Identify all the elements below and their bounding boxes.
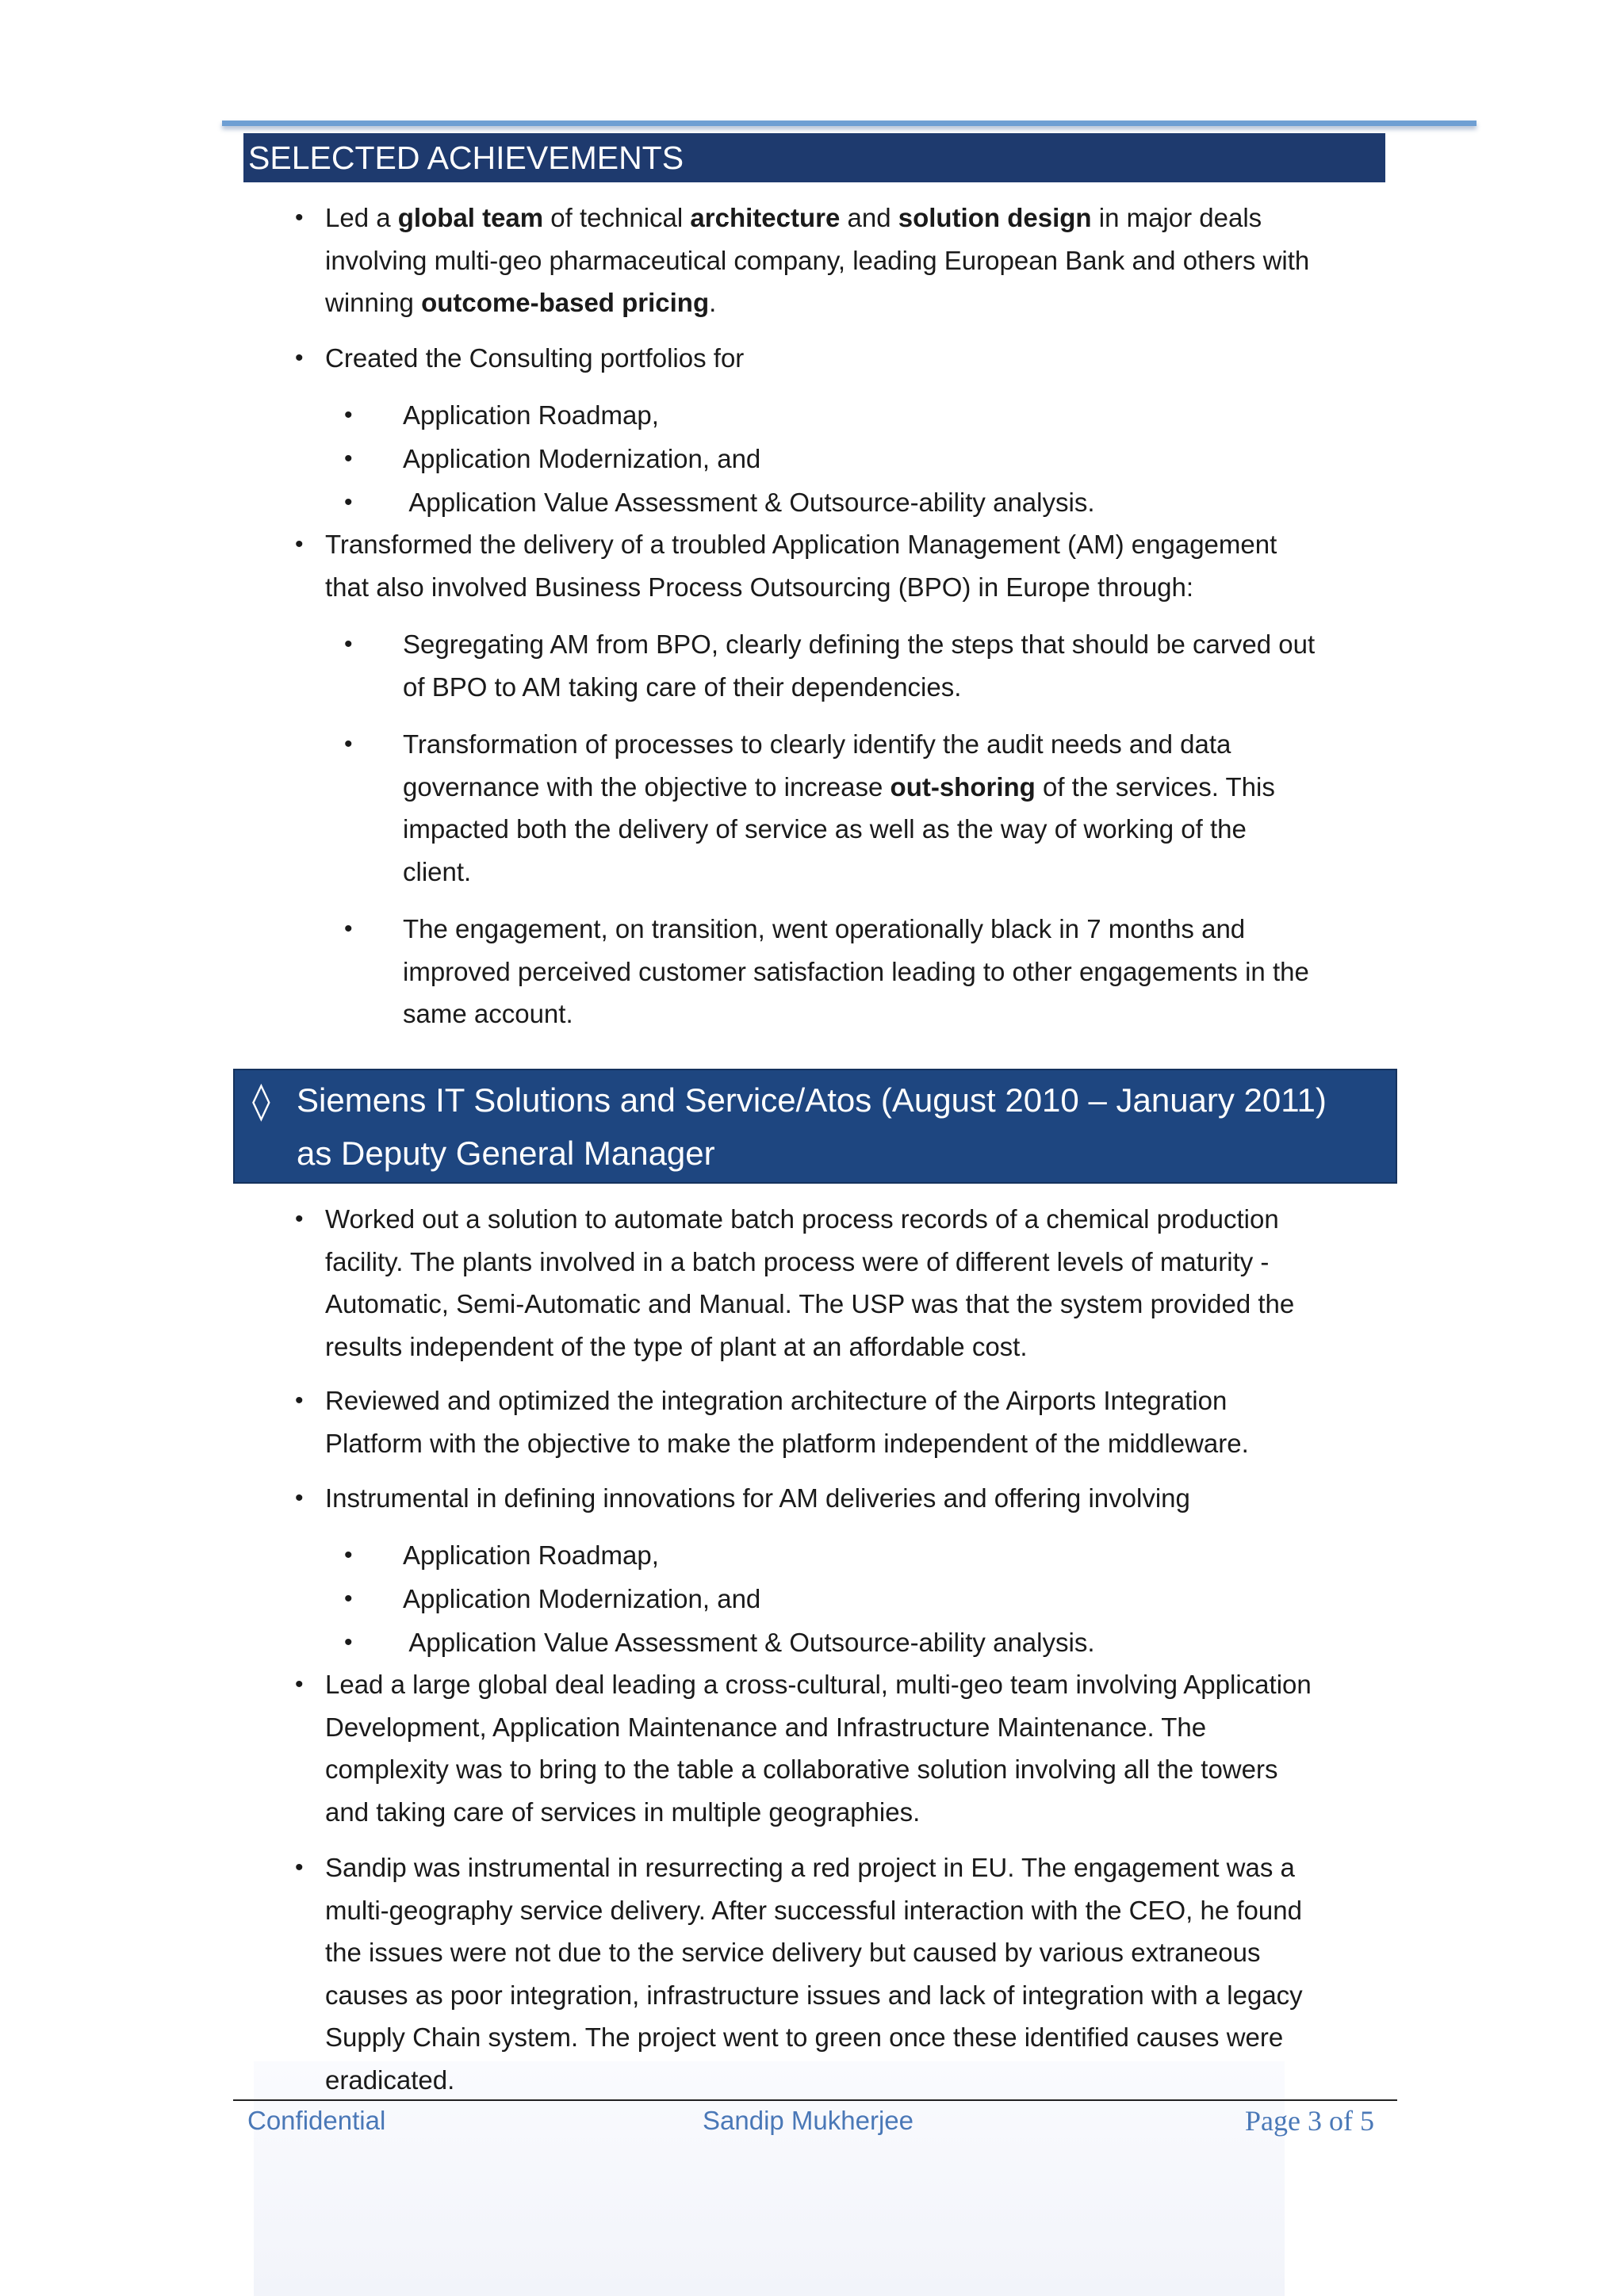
entry-title: Siemens IT Solutions and Service/Atos (August 2010 – January 2011) — [297, 1081, 1327, 1119]
list-item: • Instrumental in defining innovations for AM deliveries and offering involving — [325, 1477, 1396, 1520]
list-item: • Transformed the delivery of a troubled Application Management (AM) engagement that also involved Business Process Outsourcing (BPO) in Europe through: — [325, 523, 1396, 608]
list-item-line: Led a global team of technical architecture and solution design in major deals — [325, 203, 1262, 232]
list-item: • Sandip was instrumental in resurrecting a red project in EU. The engagement was a multi-geography service delivery. After successful interaction with the CEO, he found the issues were not due to the service delivery but caused by various extraneous causes as poor integration, infrastructure issues and lack of integration with a legacy Supply Chain system. The project went to green once these identified causes were eradicated. — [325, 1846, 1396, 2101]
bullet-icon: • — [295, 531, 304, 557]
sub-list-item: • Application Modernization, and — [403, 1578, 1394, 1621]
bullet-icon: • — [344, 631, 353, 657]
employment-entry-heading — [233, 1069, 1397, 1184]
bullet-icon: • — [295, 1671, 304, 1697]
diamond-icon: ◊ — [252, 1079, 270, 1122]
bullet-icon: • — [295, 345, 304, 371]
bullet-icon: • — [295, 205, 304, 231]
list-item-line: involving multi-geo pharmaceutical company, leading European Bank and others with — [325, 245, 1310, 275]
footer-page-number: Page 3 of 5 — [1245, 2105, 1374, 2137]
footer-confidential: Confidential — [247, 2106, 386, 2135]
bullet-icon: • — [344, 916, 353, 942]
bullet-icon: • — [344, 1542, 353, 1568]
bullet-icon: • — [295, 1206, 304, 1232]
footer-author: Sandip Mukherjee — [703, 2106, 914, 2135]
list-item: • Worked out a solution to automate batch process records of a chemical production facility. The plants involved in a batch process were of different levels of maturity - Automatic, Semi-Automatic and Manual. The USP was that the system provided the results independent of the type of plant at an affordable cost. — [325, 1198, 1396, 1368]
sub-list-item: • Application Roadmap, — [403, 394, 1394, 437]
bullet-icon: • — [344, 731, 353, 757]
sub-list-item: • Application Roadmap, — [403, 1534, 1394, 1577]
sub-list-item: • Application Value Assessment & Outsource-ability analysis. — [403, 1621, 1394, 1664]
sub-list-item: • Application Value Assessment & Outsource-ability analysis. — [403, 481, 1394, 524]
list-item — [295, 337, 1396, 380]
list-item: • Reviewed and optimized the integration architecture of the Airports Integration Platform with the objective to make the platform independent of the middleware. — [325, 1380, 1396, 1464]
sub-list-item: • Transformation of processes to clearly identify the audit needs and data governance with the objective to increase out-shoring of the services. This impacted both the delivery of service as well as the way of working of the client. — [403, 723, 1394, 893]
bullet-icon: • — [344, 1586, 353, 1612]
list-item-line: Created the Consulting portfolios for — [325, 343, 745, 373]
bullet-icon: • — [344, 446, 353, 472]
sub-list-item: • Segregating AM from BPO, clearly defining the steps that should be carved out of BPO to AM taking care of their dependencies. — [403, 623, 1394, 708]
bullet-icon: • — [344, 402, 353, 428]
list-item-line: winning outcome-based pricing. — [325, 288, 717, 317]
list-item: • Lead a large global deal leading a cross-cultural, multi-geo team involving Application Development, Application Maintenance and Infrastructure Maintenance. The complexity was to bring to the table a collaborative solution involving all the towers and taking care of services in multiple geographies. — [325, 1663, 1396, 1833]
sub-list-item: • Application Modernization, and — [403, 438, 1394, 480]
header-rule — [222, 121, 1477, 126]
bullet-icon: • — [295, 1854, 304, 1881]
bullet-icon: • — [295, 1387, 304, 1414]
section-heading: SELECTED ACHIEVEMENTS — [243, 133, 1385, 182]
footer-rule — [233, 2099, 1397, 2101]
sub-list-item: • The engagement, on transition, went operationally black in 7 months and improved perceived customer satisfaction leading to other engagements in the same account. — [403, 908, 1394, 1035]
bullet-icon: • — [344, 1629, 353, 1655]
entry-role: as Deputy General Manager — [297, 1135, 715, 1172]
bullet-icon: • — [344, 489, 353, 515]
bullet-icon: • — [295, 1485, 304, 1511]
list-item — [295, 197, 1396, 324]
